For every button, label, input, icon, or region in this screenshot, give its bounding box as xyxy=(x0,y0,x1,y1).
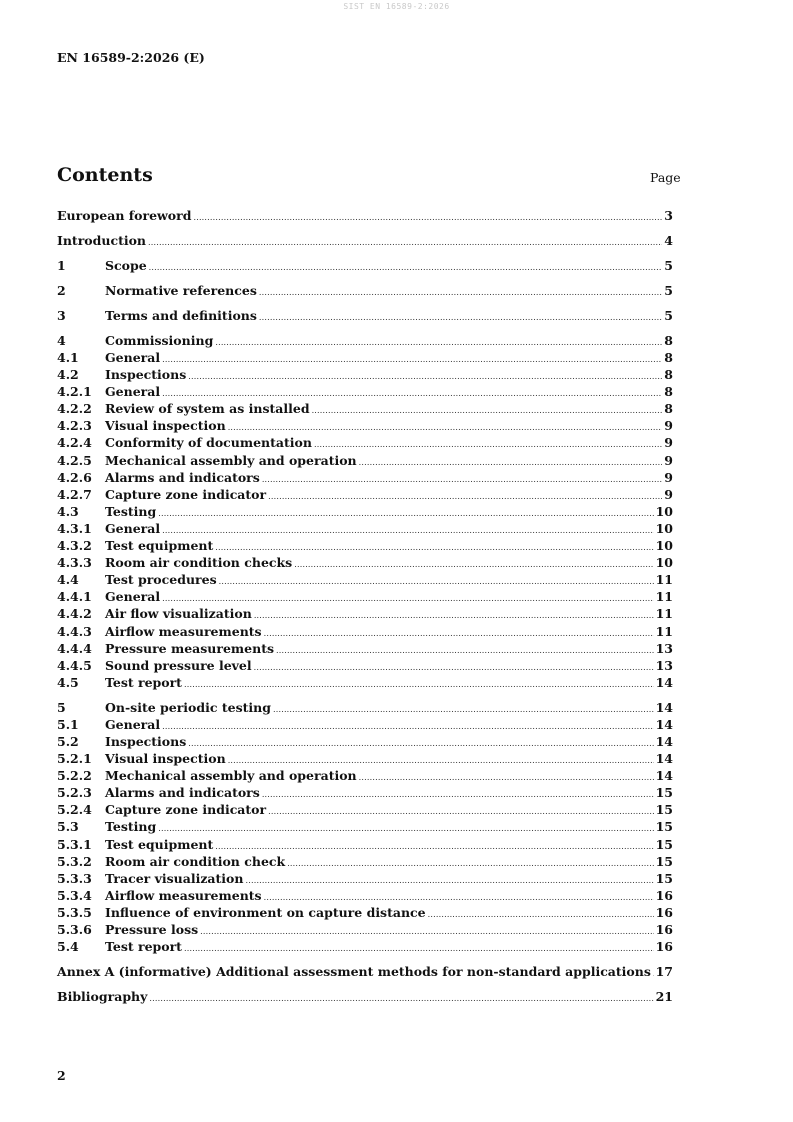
toc-entry[interactable] xyxy=(57,554,673,571)
toc-entry-title: Inspections xyxy=(105,733,187,749)
toc-leader-dots xyxy=(314,436,662,453)
toc-leader-dots xyxy=(359,769,654,786)
toc-entry-title: Airflow measurements xyxy=(105,623,262,639)
toc-leader-dots xyxy=(184,676,654,693)
toc-entry-title: On-site periodic testing xyxy=(105,699,271,715)
toc-entry-title: Test procedures xyxy=(105,572,217,588)
toc-entry-number: 4.4 xyxy=(57,572,79,588)
toc-leader-dots xyxy=(359,454,663,471)
toc-entry-page: 9 xyxy=(664,469,673,485)
toc-entry[interactable] xyxy=(57,623,673,640)
toc-entry-page: 14 xyxy=(655,674,673,690)
toc-entry-page: 14 xyxy=(655,733,673,749)
toc-leader-dots xyxy=(162,718,653,735)
toc-leader-dots xyxy=(184,940,654,957)
toc-entry-number: 4.2.1 xyxy=(57,384,92,400)
toc-entry-title: Mechanical assembly and operation xyxy=(105,768,357,784)
toc-entry[interactable] xyxy=(57,232,673,249)
toc-entry-title: Annex A (informative) Additional assessment methods for non-standard applications xyxy=(57,964,651,980)
toc-entry-title: Review of system as installed xyxy=(105,401,310,417)
toc-entry[interactable] xyxy=(57,537,673,554)
toc-entry[interactable] xyxy=(57,784,673,801)
toc-entry[interactable] xyxy=(57,767,673,784)
toc-entry-page: 10 xyxy=(655,538,673,554)
toc-leader-dots xyxy=(259,309,662,326)
toc-entry-page: 13 xyxy=(655,657,673,673)
toc-leader-dots xyxy=(149,259,663,276)
toc-entry-title: Pressure loss xyxy=(105,922,199,937)
toc-entry-page: 15 xyxy=(655,836,673,852)
toc-entry[interactable] xyxy=(57,520,673,537)
toc-entry-page: 13 xyxy=(655,640,673,656)
toc-entry-number: 4.2.2 xyxy=(57,401,92,417)
toc-entry-page: 8 xyxy=(664,367,673,383)
toc-entry-number: 4.4.1 xyxy=(57,589,92,605)
toc-entry[interactable] xyxy=(57,452,673,469)
toc-entry[interactable] xyxy=(57,282,673,299)
toc-entry-page: 17 xyxy=(655,964,673,980)
toc-entry-number: 4.3.1 xyxy=(57,520,92,536)
toc-entry[interactable] xyxy=(57,938,673,955)
toc-leader-dots xyxy=(268,488,662,505)
toc-entry-title: Capture zone indicator xyxy=(105,802,267,818)
toc-entry-title: Room air condition checks xyxy=(105,555,293,571)
toc-entry-number: 5.2 xyxy=(57,733,79,749)
toc-entry-title: Test equipment xyxy=(105,538,214,554)
toc-entry-page: 9 xyxy=(664,452,673,468)
toc-entry-number: 5.3.3 xyxy=(57,870,92,886)
toc-entry-number: 5.3.5 xyxy=(57,904,92,920)
toc-entry-number: 5.1 xyxy=(57,716,79,732)
toc-entry-number: 5.3.6 xyxy=(57,922,92,937)
toc-entry[interactable] xyxy=(57,887,673,904)
toc-entry-title: Test report xyxy=(105,939,182,955)
toc-entry[interactable] xyxy=(57,657,673,674)
toc-entry[interactable] xyxy=(57,733,673,750)
table-of-contents xyxy=(57,207,673,1005)
toc-entry-page: 16 xyxy=(655,904,673,920)
toc-entry-page: 4 xyxy=(664,232,673,248)
toc-entry-number: 5.2.2 xyxy=(57,768,92,784)
toc-entry-title: Airflow measurements xyxy=(105,887,262,903)
toc-entry-page: 8 xyxy=(664,384,673,400)
toc-entry[interactable] xyxy=(57,605,673,622)
toc-entry-title: Test equipment xyxy=(105,836,214,852)
toc-entry[interactable] xyxy=(57,674,673,691)
toc-leader-dots xyxy=(215,334,662,351)
toc-entry[interactable] xyxy=(57,383,673,400)
toc-entry-number: 5.3.2 xyxy=(57,853,92,869)
toc-entry-title: Visual inspection xyxy=(105,418,226,434)
toc-entry-title: Introduction xyxy=(57,232,147,248)
toc-leader-dots xyxy=(245,872,653,889)
toc-entry-title: Inspections xyxy=(105,367,187,383)
page-number: 2 xyxy=(57,1068,66,1083)
toc-entry-number: 5 xyxy=(57,699,66,715)
toc-entry-title: Visual inspection xyxy=(105,751,226,767)
toc-entry-title: Room air condition check xyxy=(105,853,286,869)
toc-entry-title: Pressure measurements xyxy=(105,640,275,656)
toc-entry[interactable] xyxy=(57,366,673,383)
toc-entry-title: Terms and definitions xyxy=(105,307,257,323)
toc-entry[interactable] xyxy=(57,207,673,224)
toc-entry[interactable] xyxy=(57,818,673,835)
toc-leader-dots xyxy=(162,351,662,368)
toc-entry-number: 4.1 xyxy=(57,350,79,366)
toc-entry-page: 8 xyxy=(664,332,673,348)
toc-entry[interactable] xyxy=(57,469,673,486)
toc-entry-title: Alarms and indicators xyxy=(105,785,260,801)
toc-entry-number: 5.3.4 xyxy=(57,887,92,903)
toc-entry[interactable] xyxy=(57,853,673,870)
toc-entry-page: 10 xyxy=(655,555,673,571)
toc-leader-dots xyxy=(268,803,653,820)
toc-entry-title: Commissioning xyxy=(105,332,214,348)
toc-entry-number: 5.4 xyxy=(57,939,79,955)
toc-entry-page: 8 xyxy=(664,350,673,366)
toc-entry-number: 4.2.3 xyxy=(57,418,92,434)
toc-entry-number: 5.3.1 xyxy=(57,836,92,852)
toc-entry-title: Alarms and indicators xyxy=(105,469,260,485)
toc-entry-page: 15 xyxy=(655,870,673,886)
toc-leader-dots xyxy=(158,820,653,837)
toc-entry-page: 21 xyxy=(655,989,673,1005)
toc-entry-page: 10 xyxy=(655,520,673,536)
toc-entry[interactable] xyxy=(57,349,673,366)
toc-entry-number: 2 xyxy=(57,282,66,298)
toc-entry-number: 4.4.5 xyxy=(57,657,92,673)
toc-entry-title: Normative references xyxy=(105,282,257,298)
toc-entry-number: 4.2.4 xyxy=(57,435,92,451)
toc-entry-page: 16 xyxy=(655,887,673,903)
toc-leader-dots xyxy=(158,505,653,522)
toc-entry[interactable] xyxy=(57,699,673,716)
toc-entry-page: 11 xyxy=(655,589,673,605)
toc-leader-dots xyxy=(287,855,653,872)
toc-leader-dots xyxy=(653,965,654,982)
toc-entry-number: 4.5 xyxy=(57,674,79,690)
toc-entry-number: 4.3.3 xyxy=(57,555,92,571)
toc-entry[interactable] xyxy=(57,486,673,503)
toc-entry-page: 5 xyxy=(664,257,673,273)
toc-entry-page: 5 xyxy=(664,307,673,323)
toc-entry[interactable] xyxy=(57,836,673,853)
toc-leader-dots xyxy=(264,625,654,642)
toc-leader-dots xyxy=(312,402,663,419)
toc-entry[interactable] xyxy=(57,400,673,417)
toc-entry-title: Influence of environment on capture distance xyxy=(105,904,426,920)
toc-entry-page: 14 xyxy=(655,751,673,767)
toc-entry-title: Capture zone indicator xyxy=(105,486,267,502)
toc-leader-dots xyxy=(188,368,662,385)
toc-entry-page: 14 xyxy=(655,699,673,715)
toc-entry-title: Air flow visualization xyxy=(105,606,252,622)
toc-entry-number: 5.2.3 xyxy=(57,785,92,801)
toc-leader-dots xyxy=(276,642,654,659)
toc-entry-page: 9 xyxy=(664,486,673,502)
toc-entry[interactable] xyxy=(57,640,673,657)
toc-entry[interactable] xyxy=(57,307,673,324)
toc-entry-title: General xyxy=(105,716,161,732)
toc-entry[interactable] xyxy=(57,921,673,938)
toc-leader-dots xyxy=(262,786,654,803)
toc-entry[interactable] xyxy=(57,963,673,980)
toc-entry[interactable] xyxy=(57,434,673,451)
toc-entry-page: 9 xyxy=(664,435,673,451)
toc-leader-dots xyxy=(273,701,654,718)
toc-entry[interactable] xyxy=(57,503,673,520)
toc-leader-dots xyxy=(254,607,654,624)
toc-leader-dots xyxy=(149,990,653,1007)
toc-leader-dots xyxy=(219,573,654,590)
toc-entry-number: 4 xyxy=(57,332,66,348)
toc-entry-title: Testing xyxy=(105,819,157,835)
toc-entry-number: 1 xyxy=(57,257,66,273)
toc-entry-page: 16 xyxy=(655,939,673,955)
toc-entry-page: 15 xyxy=(655,785,673,801)
toc-entry-page: 5 xyxy=(664,282,673,298)
page-column-label: Page xyxy=(650,170,681,185)
toc-entry-number: 4.2.6 xyxy=(57,469,92,485)
toc-leader-dots xyxy=(148,234,662,251)
toc-entry-title: Mechanical assembly and operation xyxy=(105,452,357,468)
toc-leader-dots xyxy=(193,209,662,226)
contents-heading: Contents xyxy=(57,164,153,186)
toc-entry-number: 4.3 xyxy=(57,503,79,519)
toc-entry-title: European foreword xyxy=(57,208,192,223)
toc-entry-page: 15 xyxy=(655,853,673,869)
toc-entry-title: Testing xyxy=(105,503,157,519)
toc-entry-title: Scope xyxy=(105,257,147,273)
toc-leader-dots xyxy=(188,735,653,752)
toc-entry-title: Sound pressure level xyxy=(105,657,252,673)
toc-entry-title: General xyxy=(105,520,161,536)
watermark: SIST EN 16589-2:2026 xyxy=(343,2,450,11)
toc-entry-page: 10 xyxy=(655,503,673,519)
toc-entry-title: General xyxy=(105,384,161,400)
toc-entry[interactable] xyxy=(57,716,673,733)
toc-entry-title: Bibliography xyxy=(57,989,148,1005)
toc-entry-number: 4.2.7 xyxy=(57,486,92,502)
toc-entry-number: 4.4.2 xyxy=(57,606,92,622)
toc-entry-page: 11 xyxy=(655,606,673,622)
toc-entry-page: 8 xyxy=(664,401,673,417)
toc-entry[interactable] xyxy=(57,332,673,349)
toc-entry[interactable] xyxy=(57,417,673,434)
toc-entry-number: 4.2.5 xyxy=(57,452,92,468)
toc-leader-dots xyxy=(200,923,653,940)
toc-entry-page: 16 xyxy=(655,922,673,937)
toc-entry[interactable] xyxy=(57,904,673,921)
toc-leader-dots xyxy=(262,471,662,488)
toc-leader-dots xyxy=(259,284,662,301)
toc-leader-dots xyxy=(162,522,653,539)
toc-entry-title: Conformity of documentation xyxy=(105,435,312,451)
toc-entry-number: 5.3 xyxy=(57,819,79,835)
toc-entry[interactable] xyxy=(57,801,673,818)
toc-entry[interactable] xyxy=(57,870,673,887)
toc-entry-page: 14 xyxy=(655,768,673,784)
toc-entry-title: Tracer visualization xyxy=(105,870,244,886)
toc-entry-page: 9 xyxy=(664,418,673,434)
toc-entry-title: General xyxy=(105,350,161,366)
toc-entry[interactable] xyxy=(57,571,673,588)
toc-entry-page: 11 xyxy=(655,623,673,639)
toc-leader-dots xyxy=(254,659,654,676)
toc-entry-number: 5.2.4 xyxy=(57,802,92,818)
toc-leader-dots xyxy=(294,556,653,573)
toc-entry-page: 15 xyxy=(655,802,673,818)
toc-entry[interactable] xyxy=(57,257,673,274)
toc-entry[interactable] xyxy=(57,750,673,767)
toc-entry[interactable] xyxy=(57,988,673,1005)
toc-entry-page: 14 xyxy=(655,716,673,732)
toc-entry-number: 4.2 xyxy=(57,367,79,383)
toc-entry-title: Test report xyxy=(105,674,182,690)
toc-leader-dots xyxy=(428,906,654,923)
toc-entry-number: 4.3.2 xyxy=(57,538,92,554)
toc-entry-number: 4.4.4 xyxy=(57,640,92,656)
toc-entry-page: 3 xyxy=(664,208,673,223)
document-id: EN 16589-2:2026 (E) xyxy=(57,50,205,65)
toc-entry-number: 5.2.1 xyxy=(57,751,92,767)
toc-entry[interactable] xyxy=(57,588,673,605)
toc-entry-number: 4.4.3 xyxy=(57,623,92,639)
toc-entry-page: 11 xyxy=(655,572,673,588)
toc-entry-title: General xyxy=(105,589,161,605)
toc-entry-page: 15 xyxy=(655,819,673,835)
toc-entry-number: 3 xyxy=(57,307,66,323)
